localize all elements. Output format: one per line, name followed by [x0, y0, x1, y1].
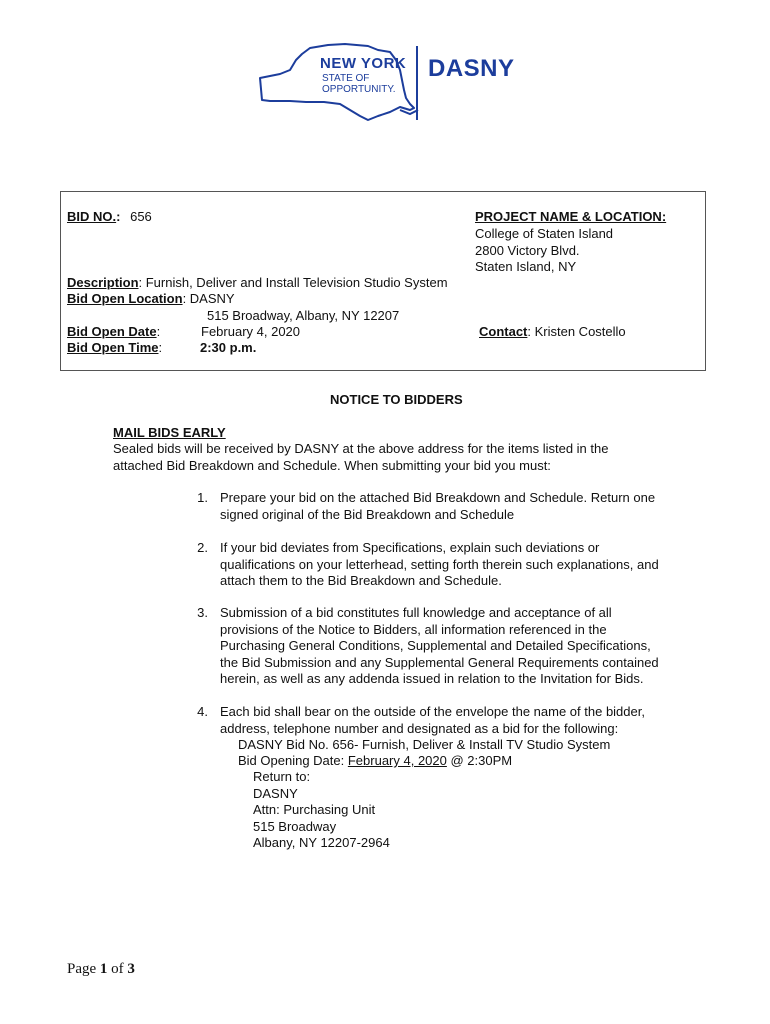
bid-number-label: BID NO.: [67, 209, 117, 224]
list-item-line: provisions of the Notice to Bidders, all information referenced in the: [220, 621, 607, 637]
list-item-number: 2.: [197, 540, 208, 555]
list-item-line: Prepare your bid on the attached Bid Breakdown and Schedule. Return one: [220, 490, 656, 505]
project-line: 2800 Victory Blvd.: [475, 243, 580, 258]
open-date-label-wrap: [67, 324, 160, 340]
project-line: College of Staten Island: [475, 226, 614, 241]
list-item-line: qualifications on your letterhead, setting forth therein such explanations, and: [220, 556, 659, 572]
description-label: Description: [67, 275, 139, 290]
bid-number-value: 656: [130, 209, 152, 224]
open-date-value: February 4, 2020: [201, 324, 301, 339]
logo-new-york-text: NEW YORK: [320, 55, 407, 72]
bid-number-line: [67, 209, 152, 225]
section-heading: MAIL BIDS EARLY: [113, 425, 226, 440]
page-current: 1: [99, 961, 108, 977]
opening-date: February 4, 2020: [347, 753, 447, 768]
open-time-separator: :: [158, 340, 163, 355]
logo-opportunity-text: OPPORTUNITY.: [322, 84, 396, 95]
list-item: [220, 704, 645, 737]
return-address: [253, 769, 390, 852]
list-item-line: Submission of a bid constitutes full knowledge and acceptance of all: [220, 605, 612, 620]
page-total: 3: [127, 961, 135, 977]
list-item-line: herein, as well as any addenda issued in relation to the Invitation for Bids.: [220, 671, 644, 687]
envelope-opening-line: [238, 753, 512, 769]
intro-line: attached Bid Breakdown and Schedule. When submitting your bid you must:: [113, 457, 551, 473]
contact-line: [479, 324, 626, 340]
open-time-value: 2:30 p.m.: [200, 340, 257, 355]
bid-info-box: [60, 191, 706, 371]
contact-value: : Kristen Costello: [527, 324, 626, 339]
return-line: Return to:: [253, 769, 311, 784]
description-value: : Furnish, Deliver and Install Television Studio System: [138, 275, 448, 290]
project-label: PROJECT NAME & LOCATION:: [475, 209, 667, 224]
list-item-line: the Bid Submission and any Supplemental General Requirements contained: [220, 654, 659, 670]
list-item-number: 1.: [197, 490, 208, 505]
return-line: Attn: Purchasing Unit: [253, 802, 376, 817]
page-number: [67, 960, 135, 978]
list-item: [220, 490, 655, 523]
open-location-line: [67, 291, 235, 307]
open-date-label: Bid Open Date: [67, 324, 157, 339]
envelope-bid-line: DASNY Bid No. 656- Furnish, Deliver & Install TV Studio System: [238, 737, 611, 752]
bid-number-separator: :: [116, 209, 121, 224]
contact-label: Contact: [479, 324, 528, 339]
open-time-label-wrap: [67, 340, 162, 356]
list-item: [220, 605, 659, 688]
open-date-separator: :: [156, 324, 161, 339]
logo-dasny-text: DASNY: [428, 55, 515, 82]
list-item-number: 3.: [197, 605, 208, 620]
open-location-address: 515 Broadway, Albany, NY 12207: [207, 308, 400, 323]
return-line: Albany, NY 12207-2964: [253, 835, 390, 850]
open-location-label: Bid Open Location: [67, 291, 183, 306]
list-item: [220, 540, 659, 590]
logo-state-of-text: STATE OF: [322, 73, 370, 84]
intro-paragraph: [113, 441, 608, 474]
page-word: Page: [67, 961, 100, 977]
opening-suffix: @ 2:30PM: [446, 753, 513, 768]
list-item-line: If your bid deviates from Specifications, explain such deviations or: [220, 540, 600, 555]
list-item-line: Purchasing General Conditions, Supplemental and Detailed Specifications,: [220, 638, 651, 654]
description-line: [67, 275, 448, 291]
project-line: Staten Island, NY: [475, 259, 577, 274]
opening-prefix: Bid Opening Date:: [238, 753, 348, 768]
page-of-word: of: [107, 961, 128, 977]
open-location-value: : DASNY: [182, 291, 235, 306]
open-time-label: Bid Open Time: [67, 340, 159, 355]
list-item-line: Each bid shall bear on the outside of the envelope the name of the bidder,: [220, 704, 645, 719]
intro-line: Sealed bids will be received by DASNY at the above address for the items listed in the: [113, 441, 609, 456]
return-line: DASNY: [253, 785, 298, 801]
list-item-line: address, telephone number and designated as a bid for the following:: [220, 720, 619, 736]
return-line: 515 Broadway: [253, 818, 337, 834]
list-item-line: attach them to the Bid Breakdown and Schedule.: [220, 573, 502, 589]
notice-title: NOTICE TO BIDDERS: [330, 392, 463, 407]
list-item-number: 4.: [197, 704, 208, 719]
dasny-logo: [250, 40, 530, 130]
list-item-line: signed original of the Bid Breakdown and Schedule: [220, 506, 515, 522]
